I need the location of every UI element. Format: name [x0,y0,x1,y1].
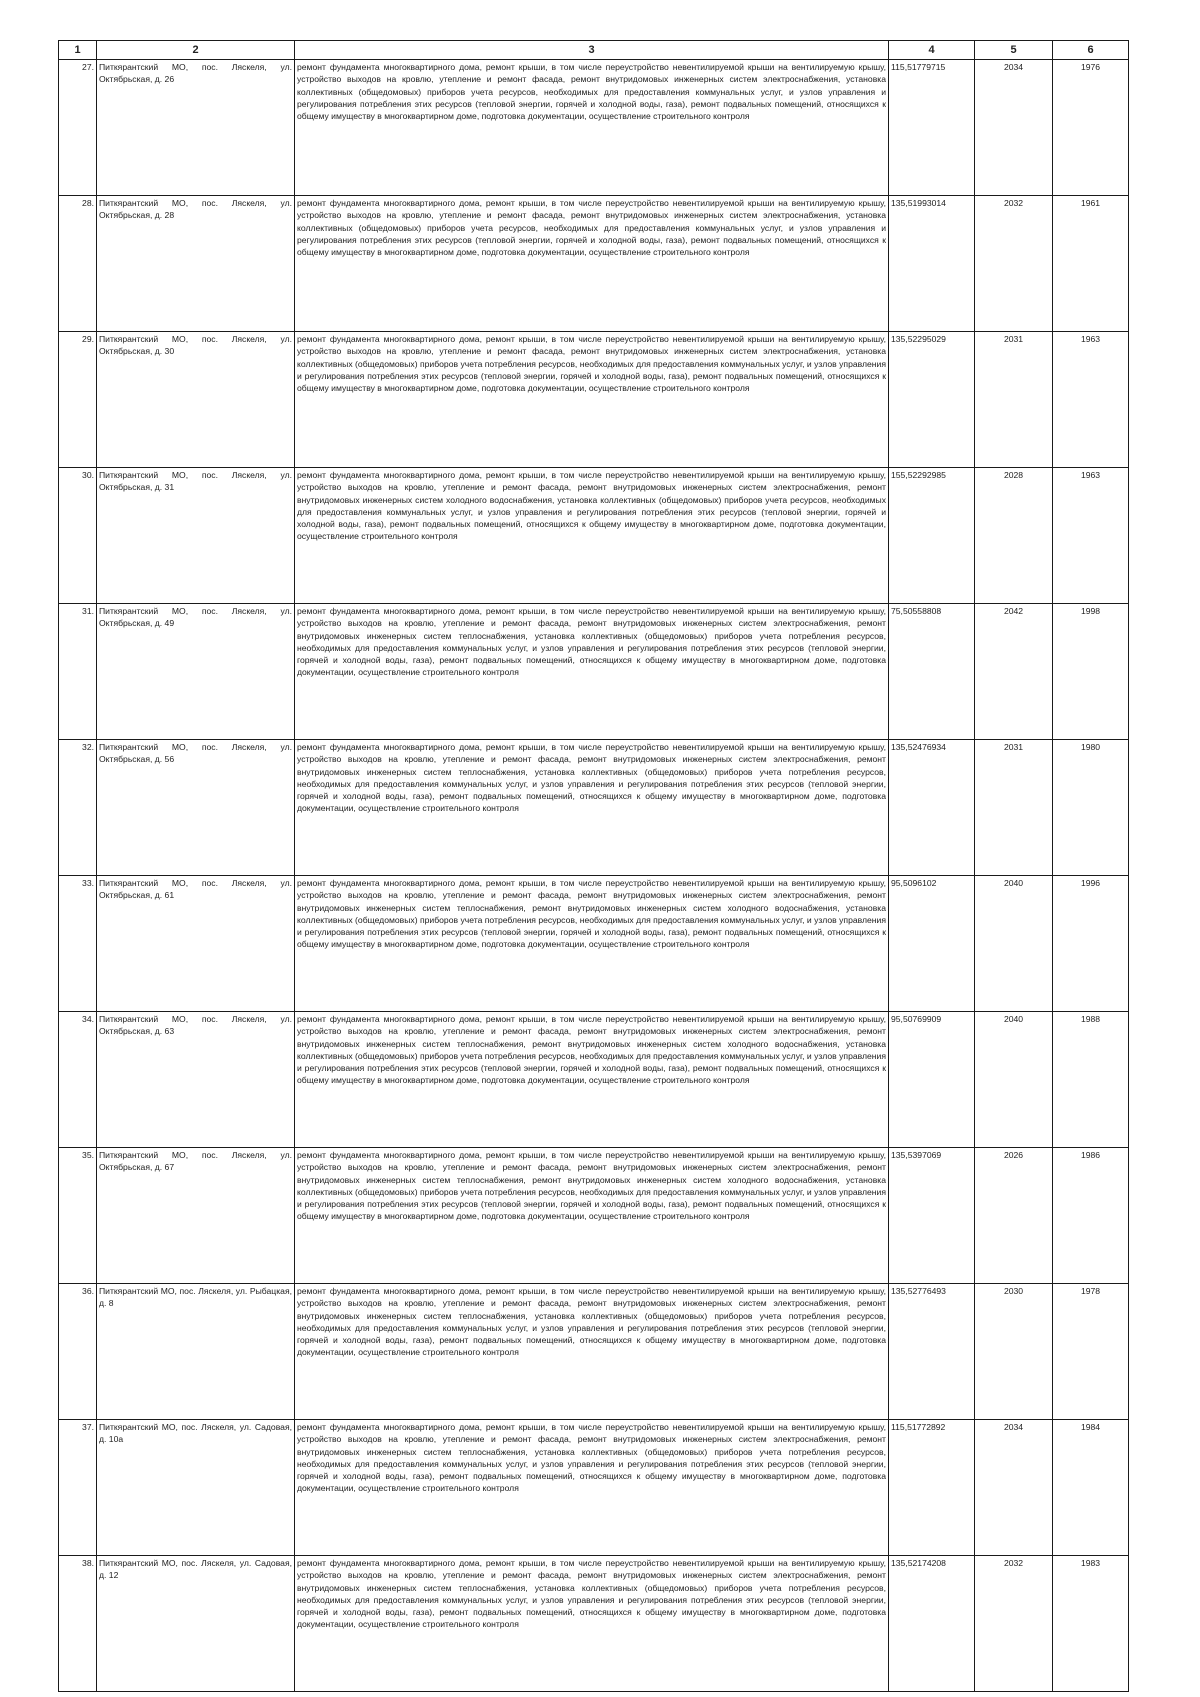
row-number-cell: 35. [59,1148,97,1284]
row-number-cell: 36. [59,1284,97,1420]
works-description-cell: ремонт фундамента многоквартирного дома, ремонт крыши, в том числе переустройство невентилируемой крыши на вентилируемую крышу, устройство выходов на кровлю, утепление и ремонт фасада, ремонт внутридомовых инженерных систем электроснабжения, ремонт внутридомовых инженерных систем теплоснабжения, ремонт внутридомовых инженерных систем холодного водоснабжения, установка коллективных (общедомовых) приборов учета потребления ресурсов, необходимых для предоставления коммунальных услуг, и узлов управления и регулирования потребления этих ресурсов (тепловой энергии, горячей и холодной воды, газа), ремонт подвальных помещений, относящихся к общему имуществу в многоквартирном доме, подготовка документации, осуществление строительного контроля [295,876,889,1012]
planned-year-cell: 2028 [975,468,1053,604]
works-description-cell: ремонт фундамента многоквартирного дома, ремонт крыши, в том числе переустройство невентилируемой крыши на вентилируемую крышу, устройство выходов на кровлю, утепление и ремонт фасада, ремонт внутридомовых инженерных систем электроснабжения, ремонт внутридомовых инженерных систем теплоснабжения, установка коллективных (общедомовых) приборов учета потребления ресурсов, необходимых для предоставления коммунальных услуг, и узлов управления и регулирования потребления этих ресурсов (тепловой энергии, горячей и холодной воды, газа), ремонт подвальных помещений, относящихся к общему имуществу в многоквартирном доме, подготовка документации, осуществление строительного контроля [295,740,889,876]
cost-value-cell: 135,51993014 [889,196,975,332]
table-row [59,1012,1129,1148]
build-year-cell: 1963 [1053,468,1129,604]
build-year-cell: 1983 [1053,1556,1129,1692]
column-header-1: 1 [59,41,97,60]
cost-value-cell: 75,50558808 [889,604,975,740]
cost-value-cell: 135,5397069 [889,1148,975,1284]
planned-year-cell: 2034 [975,1420,1053,1556]
address-cell: Питкярантский МО, пос. Ляскеля, ул. Октябрьская, д. 61 [97,876,295,1012]
row-number-cell: 34. [59,1012,97,1148]
table-row [59,1148,1129,1284]
works-description-cell: ремонт фундамента многоквартирного дома, ремонт крыши, в том числе переустройство невентилируемой крыши на вентилируемую крышу, устройство выходов на кровлю, утепление и ремонт фасада, ремонт внутридомовых инженерных систем электроснабжения, ремонт внутридомовых инженерных систем холодного водоснабжения, установка коллективных (общедомовых) приборов учета ресурсов, необходимых для предоставления коммунальных услуг, и узлов управления и регулирования потребления этих ресурсов (тепловой энергии, горячей и холодной воды, газа), ремонт подвальных помещений, относящихся к общему имуществу в многоквартирном доме, подготовка документации, осуществление строительного контроля [295,468,889,604]
build-year-cell: 1963 [1053,332,1129,468]
planned-year-cell: 2042 [975,604,1053,740]
planned-year-cell: 2032 [975,196,1053,332]
planned-year-cell: 2030 [975,1284,1053,1420]
address-cell: Питкярантский МО, пос. Ляскеля, ул. Садовая, д. 10а [97,1420,295,1556]
works-description-cell: ремонт фундамента многоквартирного дома, ремонт крыши, в том числе переустройство невентилируемой крыши на вентилируемую крышу, устройство выходов на кровлю, утепление и ремонт фасада, ремонт внутридомовых инженерных систем электроснабжения, ремонт внутридомовых инженерных систем теплоснабжения, установка коллективных (общедомовых) приборов учета потребления ресурсов, необходимых для предоставления коммунальных услуг, и узлов управления и регулирования потребления этих ресурсов (тепловой энергии, горячей и холодной воды, газа), ремонт подвальных помещений, относящихся к общему имуществу в многоквартирном доме, подготовка документации, осуществление строительного контроля [295,1556,889,1692]
works-description-cell: ремонт фундамента многоквартирного дома, ремонт крыши, в том числе переустройство невентилируемой крыши на вентилируемую крышу, устройство выходов на кровлю, утепление и ремонт фасада, ремонт внутридомовых инженерных систем электроснабжения, ремонт внутридомовых инженерных систем теплоснабжения, установка коллективных (общедомовых) приборов учета потребления ресурсов, необходимых для предоставления коммунальных услуг, и узлов управления и регулирования потребления этих ресурсов (тепловой энергии, горячей и холодной воды, газа), ремонт подвальных помещений, относящихся к общему имуществу в многоквартирном доме, подготовка документации, осуществление строительного контроля [295,604,889,740]
address-cell: Питкярантский МО, пос. Ляскеля, ул. Октябрьская, д. 49 [97,604,295,740]
works-description-cell: ремонт фундамента многоквартирного дома, ремонт крыши, в том числе переустройство невентилируемой крыши на вентилируемую крышу, устройство выходов на кровлю, утепление и ремонт фасада, ремонт внутридомовых инженерных систем электроснабжения, ремонт внутридомовых инженерных систем теплоснабжения, установка коллективных (общедомовых) приборов учета потребления ресурсов, необходимых для предоставления коммунальных услуг, и узлов управления и регулирования потребления этих ресурсов (тепловой энергии, горячей и холодной воды, газа), ремонт подвальных помещений, относящихся к общему имуществу в многоквартирном доме, подготовка документации, осуществление строительного контроля [295,1284,889,1420]
cost-value-cell: 155,52292985 [889,468,975,604]
column-number-row [59,41,1129,60]
build-year-cell: 1998 [1053,604,1129,740]
row-number-cell: 30. [59,468,97,604]
build-year-cell: 1978 [1053,1284,1129,1420]
address-cell: Питкярантский МО, пос. Ляскеля, ул. Октябрьская, д. 31 [97,468,295,604]
address-cell: Питкярантский МО, пос. Ляскеля, ул. Октябрьская, д. 63 [97,1012,295,1148]
planned-year-cell: 2031 [975,332,1053,468]
planned-year-cell: 2031 [975,740,1053,876]
row-number-cell: 28. [59,196,97,332]
cost-value-cell: 135,52174208 [889,1556,975,1692]
planned-year-cell: 2032 [975,1556,1053,1692]
table-row [59,332,1129,468]
column-header-4: 4 [889,41,975,60]
row-number-cell: 37. [59,1420,97,1556]
table-row [59,196,1129,332]
works-description-cell: ремонт фундамента многоквартирного дома, ремонт крыши, в том числе переустройство невентилируемой крыши на вентилируемую крышу, устройство выходов на кровлю, утепление и ремонт фасада, ремонт внутридомовых инженерных систем электроснабжения, ремонт внутридомовых инженерных систем теплоснабжения, ремонт внутридомовых инженерных систем холодного водоснабжения, установка коллективных (общедомовых) приборов учета потребления ресурсов, необходимых для предоставления коммунальных услуг, и узлов управления и регулирования потребления этих ресурсов (тепловой энергии, горячей и холодной воды, газа), ремонт подвальных помещений, относящихся к общему имуществу в многоквартирном доме, подготовка документации, осуществление строительного контроля [295,1148,889,1284]
build-year-cell: 1986 [1053,1148,1129,1284]
build-year-cell: 1988 [1053,1012,1129,1148]
address-cell: Питкярантский МО, пос. Ляскеля, ул. Октябрьская, д. 30 [97,332,295,468]
planned-year-cell: 2026 [975,1148,1053,1284]
address-cell: Питкярантский МО, пос. Ляскеля, ул. Рыбацкая, д. 8 [97,1284,295,1420]
table-row [59,604,1129,740]
column-header-3: 3 [295,41,889,60]
works-description-cell: ремонт фундамента многоквартирного дома, ремонт крыши, в том числе переустройство невентилируемой крыши на вентилируемую крышу, устройство выходов на кровлю, утепление и ремонт фасада, ремонт внутридомовых инженерных систем электроснабжения, установка коллективных (общедомовых) приборов учета потребления ресурсов, необходимых для предоставления коммунальных услуг, и узлов управления и регулирования потребления этих ресурсов (тепловой энергии, горячей и холодной воды, газа), ремонт подвальных помещений, относящихся к общему имуществу в многоквартирном доме, подготовка документации, осуществление строительного контроля [295,332,889,468]
cost-value-cell: 115,51772892 [889,1420,975,1556]
row-number-cell: 29. [59,332,97,468]
address-cell: Питкярантский МО, пос. Ляскеля, ул. Садовая, д. 12 [97,1556,295,1692]
address-cell: Питкярантский МО, пос. Ляскеля, ул. Октябрьская, д. 28 [97,196,295,332]
column-header-2: 2 [97,41,295,60]
cost-value-cell: 135,52776493 [889,1284,975,1420]
row-number-cell: 38. [59,1556,97,1692]
table-row [59,1284,1129,1420]
address-cell: Питкярантский МО, пос. Ляскеля, ул. Октябрьская, д. 67 [97,1148,295,1284]
table-row [59,1420,1129,1556]
planned-year-cell: 2034 [975,60,1053,196]
housing-repair-table [58,40,1129,1692]
row-number-cell: 27. [59,60,97,196]
works-description-cell: ремонт фундамента многоквартирного дома, ремонт крыши, в том числе переустройство невентилируемой крыши на вентилируемую крышу, устройство выходов на кровлю, утепление и ремонт фасада, ремонт внутридомовых инженерных систем электроснабжения, установка коллективных (общедомовых) приборов учета ресурсов, необходимых для предоставления коммунальных услуг, и узлов управления и регулирования потребления этих ресурсов (тепловой энергии, горячей и холодной воды, газа), ремонт подвальных помещений, относящихся к общему имуществу в многоквартирном доме, подготовка документации, осуществление строительного контроля [295,60,889,196]
table-row [59,468,1129,604]
column-header-6: 6 [1053,41,1129,60]
table-row [59,876,1129,1012]
cost-value-cell: 135,52295029 [889,332,975,468]
works-description-cell: ремонт фундамента многоквартирного дома, ремонт крыши, в том числе переустройство невентилируемой крыши на вентилируемую крышу, устройство выходов на кровлю, утепление и ремонт фасада, ремонт внутридомовых инженерных систем электроснабжения, ремонт внутридомовых инженерных систем теплоснабжения, ремонт внутридомовых инженерных систем холодного водоснабжения, установка коллективных (общедомовых) приборов учета потребления ресурсов, необходимых для предоставления коммунальных услуг, и узлов управления и регулирования потребления этих ресурсов (тепловой энергии, горячей и холодной воды, газа), ремонт подвальных помещений, относящихся к общему имуществу в многоквартирном доме, подготовка документации, осуществление строительного контроля [295,1012,889,1148]
works-description-cell: ремонт фундамента многоквартирного дома, ремонт крыши, в том числе переустройство невентилируемой крыши на вентилируемую крышу, устройство выходов на кровлю, утепление и ремонт фасада, ремонт внутридомовых инженерных систем электроснабжения, ремонт внутридомовых инженерных систем теплоснабжения, установка коллективных (общедомовых) приборов учета потребления ресурсов, необходимых для предоставления коммунальных услуг, и узлов управления и регулирования потребления этих ресурсов (тепловой энергии, горячей и холодной воды, газа), ремонт подвальных помещений, относящихся к общему имуществу в многоквартирном доме, подготовка документации, осуществление строительного контроля [295,1420,889,1556]
cost-value-cell: 95,50769909 [889,1012,975,1148]
table-row [59,1556,1129,1692]
build-year-cell: 1980 [1053,740,1129,876]
build-year-cell: 1996 [1053,876,1129,1012]
planned-year-cell: 2040 [975,876,1053,1012]
row-number-cell: 31. [59,604,97,740]
column-header-5: 5 [975,41,1053,60]
table-row [59,740,1129,876]
build-year-cell: 1961 [1053,196,1129,332]
cost-value-cell: 95,5096102 [889,876,975,1012]
row-number-cell: 33. [59,876,97,1012]
build-year-cell: 1984 [1053,1420,1129,1556]
cost-value-cell: 115,51779715 [889,60,975,196]
address-cell: Питкярантский МО, пос. Ляскеля, ул. Октябрьская, д. 56 [97,740,295,876]
cost-value-cell: 135,52476934 [889,740,975,876]
row-number-cell: 32. [59,740,97,876]
table-row [59,60,1129,196]
address-cell: Питкярантский МО, пос. Ляскеля, ул. Октябрьская, д. 26 [97,60,295,196]
planned-year-cell: 2040 [975,1012,1053,1148]
build-year-cell: 1976 [1053,60,1129,196]
works-description-cell: ремонт фундамента многоквартирного дома, ремонт крыши, в том числе переустройство невентилируемой крыши на вентилируемую крышу, устройство выходов на кровлю, утепление и ремонт фасада, ремонт внутридомовых инженерных систем электроснабжения, установка коллективных (общедомовых) приборов учета ресурсов, необходимых для предоставления коммунальных услуг, и узлов управления и регулирования потребления этих ресурсов (тепловой энергии, горячей и холодной воды, газа), ремонт подвальных помещений, относящихся к общему имуществу в многоквартирном доме, подготовка документации, осуществление строительного контроля [295,196,889,332]
